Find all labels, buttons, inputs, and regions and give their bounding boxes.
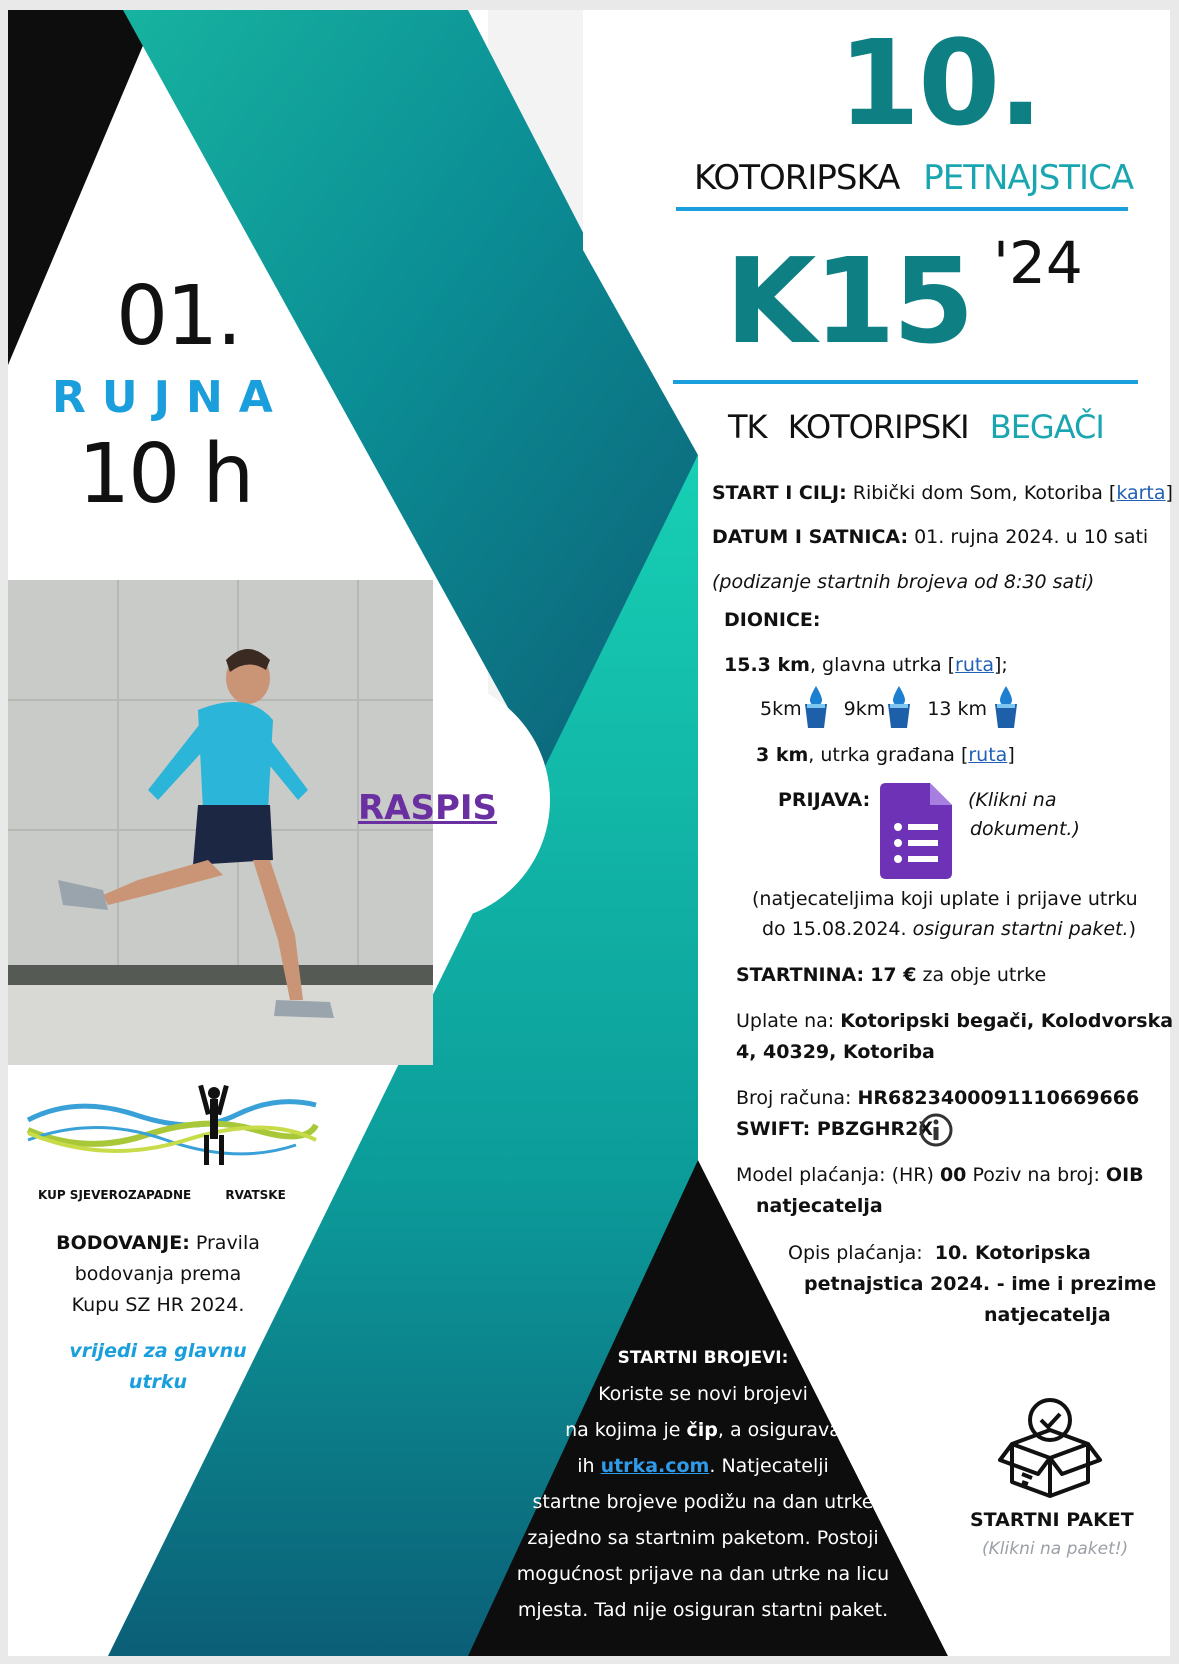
bod-line-3: Kupu SZ HR 2024. [71, 1294, 245, 1316]
prijava-label: PRIJAVA: [778, 789, 871, 811]
model-row [736, 1160, 1144, 1190]
vrijedi-line-1: vrijedi za glavnu [69, 1340, 247, 1362]
water-cup-icon [802, 684, 830, 739]
date-month: RUJNA [52, 372, 289, 423]
datum-row [712, 522, 1148, 552]
uplate-row [736, 1006, 1173, 1036]
header-divider-bottom [673, 380, 1138, 384]
dionice-label: DIONICE: [724, 609, 821, 631]
water-point-2: 9km [843, 698, 886, 720]
short-race-row: 3 km, utrka građana [ruta] [756, 744, 1015, 766]
startni-paket-note: (Klikni na paket!) [982, 1539, 1129, 1559]
sb-line-3c: . Natjecatelji [709, 1455, 829, 1477]
opis-label: Opis plaćanja: [788, 1242, 923, 1264]
year-label: '24 [993, 229, 1083, 297]
package-box-icon[interactable] [998, 1390, 1102, 1506]
startnina-label: STARTNINA: [736, 964, 865, 986]
date-time: 10 h [78, 427, 253, 522]
startni-paket-title: STARTNI PAKET [970, 1509, 1134, 1531]
karta-link[interactable]: karta [1116, 482, 1166, 504]
water-cup-icon [885, 684, 913, 739]
kup-logo-text-left: KUP SJEVEROZAPADNE [38, 1188, 192, 1202]
bod-label: BODOVANJE: [56, 1232, 190, 1254]
short-text: , utrka građana [808, 744, 955, 766]
pickup-note: (podizanje startnih brojeva od 8:30 sati) [712, 571, 1095, 593]
startni-brojevi-block [488, 1340, 918, 1628]
deadline-line-1: (natjecateljima koji uplate i prijave utrku [752, 888, 1138, 910]
short-ruta-link[interactable]: ruta [968, 744, 1008, 766]
sb-line-2a: na kojima je [565, 1419, 681, 1441]
runner-photo-grass [8, 965, 433, 985]
bod-line-1 [28, 1228, 288, 1259]
runner-photo-ground [8, 980, 433, 1065]
title-word-kotoripska: KOTORIPSKA [694, 158, 900, 198]
water-cup-icon [992, 684, 1020, 739]
vrijedi-block [28, 1336, 288, 1398]
poziv-value-1: OIB [1105, 1164, 1144, 1186]
deadline-line-2 [762, 914, 1136, 944]
opis-value-3: natjecatelja [984, 1304, 1111, 1326]
racun-label: Broj računa: [736, 1087, 852, 1109]
event-title [694, 156, 1133, 200]
edition-number: 10. [838, 14, 1042, 152]
start-label: START I CILJ: [712, 482, 847, 504]
sb-line-4: startne brojeve podižu na dan utrke [532, 1491, 874, 1513]
sb-line-2c: , a osigurava [717, 1419, 841, 1441]
racun-value: HR6823400091110669666 [857, 1087, 1140, 1109]
start-value: Ribički dom Som, Kotoriba [852, 482, 1103, 504]
water-point-3: 13 km [927, 698, 988, 720]
water-points [760, 694, 987, 724]
short-distance: 3 km [756, 744, 809, 766]
deadline-package: osiguran startni paket. [912, 918, 1129, 940]
main-distance: 15.3 km [724, 654, 810, 676]
sb-line-5: zajedno sa startnim paketom. Postoji [527, 1527, 879, 1549]
main-race-row: 15.3 km, glavna utrka [ruta]; [724, 654, 1008, 676]
raspis-link[interactable]: RASPIS [358, 788, 498, 828]
sb-line-6: mogućnost prijave na dan utrke na licu [516, 1563, 890, 1585]
utrka-com-link[interactable]: utrka.com [600, 1455, 710, 1477]
opis-value-1: 10. Kotoripska [934, 1242, 1091, 1264]
racun-row [736, 1083, 1139, 1113]
swift-row: SWIFT: PBZGHR2X [736, 1118, 934, 1140]
poster [8, 10, 1174, 1656]
vrijedi-line-2: utrku [128, 1371, 188, 1393]
main-text: , glavna utrka [809, 654, 942, 676]
info-icon[interactable] [918, 1112, 954, 1152]
bodovanje-block [28, 1228, 288, 1321]
opis-row [788, 1238, 1091, 1268]
form-document-icon[interactable] [880, 783, 952, 883]
kup-waves-logo [26, 1085, 316, 1165]
kup-logo [26, 1085, 316, 1169]
sb-line-3 [488, 1448, 918, 1484]
sb-line-2 [488, 1412, 918, 1448]
startni-brojevi-title: STARTNI BROJEVI: [617, 1348, 789, 1368]
deadline-close: ) [1128, 918, 1136, 940]
sb-line-2b: čip [686, 1419, 718, 1441]
startnina-row [736, 960, 1046, 990]
main-ruta-link[interactable]: ruta [955, 654, 994, 676]
kup-logo-text-right: RVATSKE [225, 1188, 286, 1202]
start-row: START I CILJ: Ribički dom Som, Kotoriba [karta] [712, 482, 1173, 504]
model-label: Model plaćanja: (HR) [736, 1164, 934, 1186]
poziv-label: Poziv na broj: [972, 1164, 1100, 1186]
opis-value-2: petnajstica 2024. - ime i prezime [804, 1273, 1157, 1295]
prijava-note-2: dokument.) [970, 818, 1080, 840]
water-point-1: 5km [760, 698, 802, 720]
bod-1: Pravila [195, 1232, 260, 1254]
org-word-kotoripski: KOTORIPSKI [787, 408, 969, 446]
startnina-value: 17 € [870, 964, 917, 986]
kup-logo-text [38, 1188, 286, 1202]
date-day: 01. [116, 269, 241, 364]
org-word-tk: TK [728, 408, 767, 446]
datum-label: DATUM I SATNICA: [712, 526, 909, 548]
bod-line-2: bodovanja prema [74, 1263, 242, 1285]
sb-line-3a: ih [577, 1455, 595, 1477]
model-value: 00 [939, 1164, 967, 1186]
header-divider-top [676, 207, 1128, 211]
sb-line-7: mjesta. Tad nije osiguran startni paket. [517, 1599, 889, 1621]
poziv-value-2: natjecatelja [756, 1195, 883, 1217]
deadline-date: do 15.08.2024. [762, 918, 907, 940]
datum-value: 01. rujna 2024. u 10 sati [914, 526, 1149, 548]
uplate-label: Uplate na: [736, 1010, 835, 1032]
uplate-value-2: 4, 40329, Kotoriba [736, 1041, 935, 1063]
uplate-value-1: Kotoripski begači, Kolodvorska [840, 1010, 1174, 1032]
sb-line-1: Koriste se novi brojevi [598, 1383, 808, 1405]
title-word-petnajstica: PETNAJSTICA [923, 158, 1134, 198]
k15-title: K15 [725, 232, 972, 370]
org-word-begaci: BEGAČI [989, 408, 1104, 446]
organizer-name [728, 406, 1104, 448]
prijava-note-1: (Klikni na [968, 789, 1057, 811]
startnina-rest: za obje utrke [922, 964, 1047, 986]
